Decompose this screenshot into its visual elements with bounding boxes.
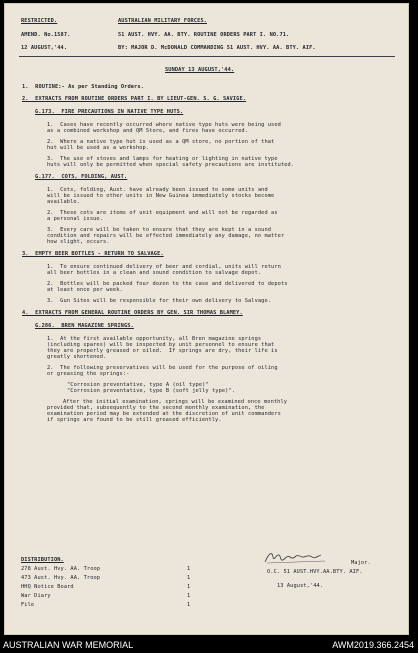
day-title: SUNDAY 13 AUGUST,'44. [165, 67, 235, 73]
distribution-item-qty: 1 [187, 566, 191, 572]
g173-para-2b: hut will be used as a workshop. [47, 145, 150, 151]
distribution-item-qty: 1 [187, 575, 191, 581]
section-2-heading: 2. EXTRACTS FROM ROUTINE ORDERS PART I. BY LIEUT-GEN. S. G. SAVIGE. [22, 96, 247, 102]
g177-para-3c: how slight, occurs. [47, 239, 110, 245]
g286-para-3d: if springs are found to be still greased efficiently. [47, 417, 222, 423]
g177-para-3a: 3. Every care will be taken to ensure that they are kept in a sound [47, 227, 272, 233]
header-rule [19, 56, 395, 57]
order-g173-heading: G.173. FIRE PRECAUTIONS IN NATIVE TYPE HUTS. [35, 109, 184, 115]
distribution-item-qty: 1 [187, 602, 191, 608]
classification-label: RESTRICTED. [21, 18, 58, 24]
archive-reference: AWM2019.366.2454 [332, 640, 414, 650]
section-3-heading: 3. EMPTY BEER BOTTLES - RETURN TO SALVAGE. [22, 251, 164, 257]
beer-para-1a: 1. To ensure continued delivery of beer and cordial, units will return [47, 264, 281, 270]
order-g177-heading: G.177. COTS, FOLDING, AUST. [35, 174, 128, 180]
section-4-heading: 4. EXTRACTS FROM GENERAL ROUTINE ORDERS BY GEN. SIR THOMAS BLAMEY. [22, 310, 243, 316]
archive-footer [0, 640, 418, 653]
beer-para-1b: all beer bottles in a clean and sound condition to salvage depot. [47, 270, 262, 276]
g173-para-3a: 3. The use of stoves and lamps for heating or lighting in native type [47, 156, 278, 162]
archive-name: AUSTRALIAN WAR MEMORIAL [3, 640, 134, 650]
beer-para-2a: 2. Bottles will be packed four dozen to the case and delivered to depots [47, 281, 288, 287]
g286-para-2b: or greasing the springs:- [47, 371, 130, 377]
g173-para-1b: as a combined workshop and QM Store, and fires have occurred. [47, 128, 248, 134]
g177-para-1a: 1. Cots, folding, Aust. have already been issued to some units and [47, 187, 268, 193]
distribution-item-qty: 1 [187, 584, 191, 590]
signature-date: 13 August,'44. [277, 583, 324, 589]
g173-para-2a: 2. Where a native type hut is used as a QM store, no portion of that [47, 139, 275, 145]
g177-para-2b: a personal issue. [47, 216, 104, 222]
g177-para-1b: will be issued to other units in New Guinea immediately stocks become [47, 193, 275, 199]
g286-para-2a: 2. The following preservatives will be used for the purpose of oiling [47, 365, 278, 371]
distribution-item-name: File [21, 602, 35, 608]
g286-para-3c: examination period may be extended at the discretion of unit commanders [47, 411, 281, 417]
g286-para-1b: (including spares) will be inspected by unit personnel to ensure that [47, 342, 275, 348]
organisation-title: AUSTRALIAN MILITARY FORCES. [118, 18, 207, 24]
g286-para-1a: 1. At the first available opportunity, all Bren magazine springs [47, 336, 262, 342]
g173-para-1a: 1. Cases have recently occurred where native type huts were being used [47, 122, 281, 128]
routine-line: 1. ROUTINE:- As per Standing Orders. [22, 84, 144, 90]
distribution-item-name: HHQ Notice Board [21, 584, 74, 590]
g286-para-3b: provided that, subsequently to the second monthly examination, the [47, 405, 265, 411]
handwritten-signature [263, 549, 329, 565]
beer-para-3: 3. Gun Sites will be responsible for their own delivery to Salvage. [47, 298, 272, 304]
amendment-number: AMEND. No.1587. [21, 32, 71, 38]
orders-date: 12 AUGUST,'44. [21, 45, 68, 51]
signatory-unit: O.C. 51 AUST.HVY.AA.BTY. AIF. [267, 569, 363, 575]
g286-para-3a: After the initial examination, springs will be examined once monthly [63, 399, 288, 405]
g173-para-3b: huts will only be permitted when special safety precautions are instituted. [47, 162, 295, 168]
order-g286-heading: G.286. BREN MAGAZINE SPRINGS. [35, 323, 134, 329]
g286-para-1c: they are properly greased or oiled. If springs are dry, their life is [47, 348, 278, 354]
preservative-type-a: "Corrosion preventative, type A (oil type)" [67, 382, 209, 388]
distribution-item-qty: 1 [187, 593, 191, 599]
distribution-item-name: 278 Aust. Hvy. AA. Troop [21, 566, 101, 572]
document-page [4, 3, 409, 635]
preservative-type-b: "Corrosion preventative, type B (soft jelly type)". [67, 388, 236, 394]
commander-line: BY: MAJOR D. McDONALD COMMANDING 51 AUST. HVY. AA. BTY. AIF. [118, 45, 316, 51]
beer-para-2b: at least once per week. [47, 287, 123, 293]
distribution-title: DISTRIBUTION. [21, 557, 64, 563]
distribution-item-name: War Diary [21, 593, 51, 599]
g286-para-1d: greatly shortened. [47, 354, 107, 360]
g177-para-1c: available. [47, 199, 80, 205]
orders-title: 51 AUST. HVY. AA. BTY. ROUTINE ORDERS PART I. NO.71. [118, 32, 290, 38]
distribution-item-name: 473 Aust. Hvy. AA. Troop [21, 575, 101, 581]
g177-para-3b: condition and repairs will be effected immediately any damage, no matter [47, 233, 285, 239]
g177-para-2a: 2. These cots are items of unit equipment and will not be regarded as [47, 210, 278, 216]
signatory-rank: Major. [351, 560, 371, 566]
